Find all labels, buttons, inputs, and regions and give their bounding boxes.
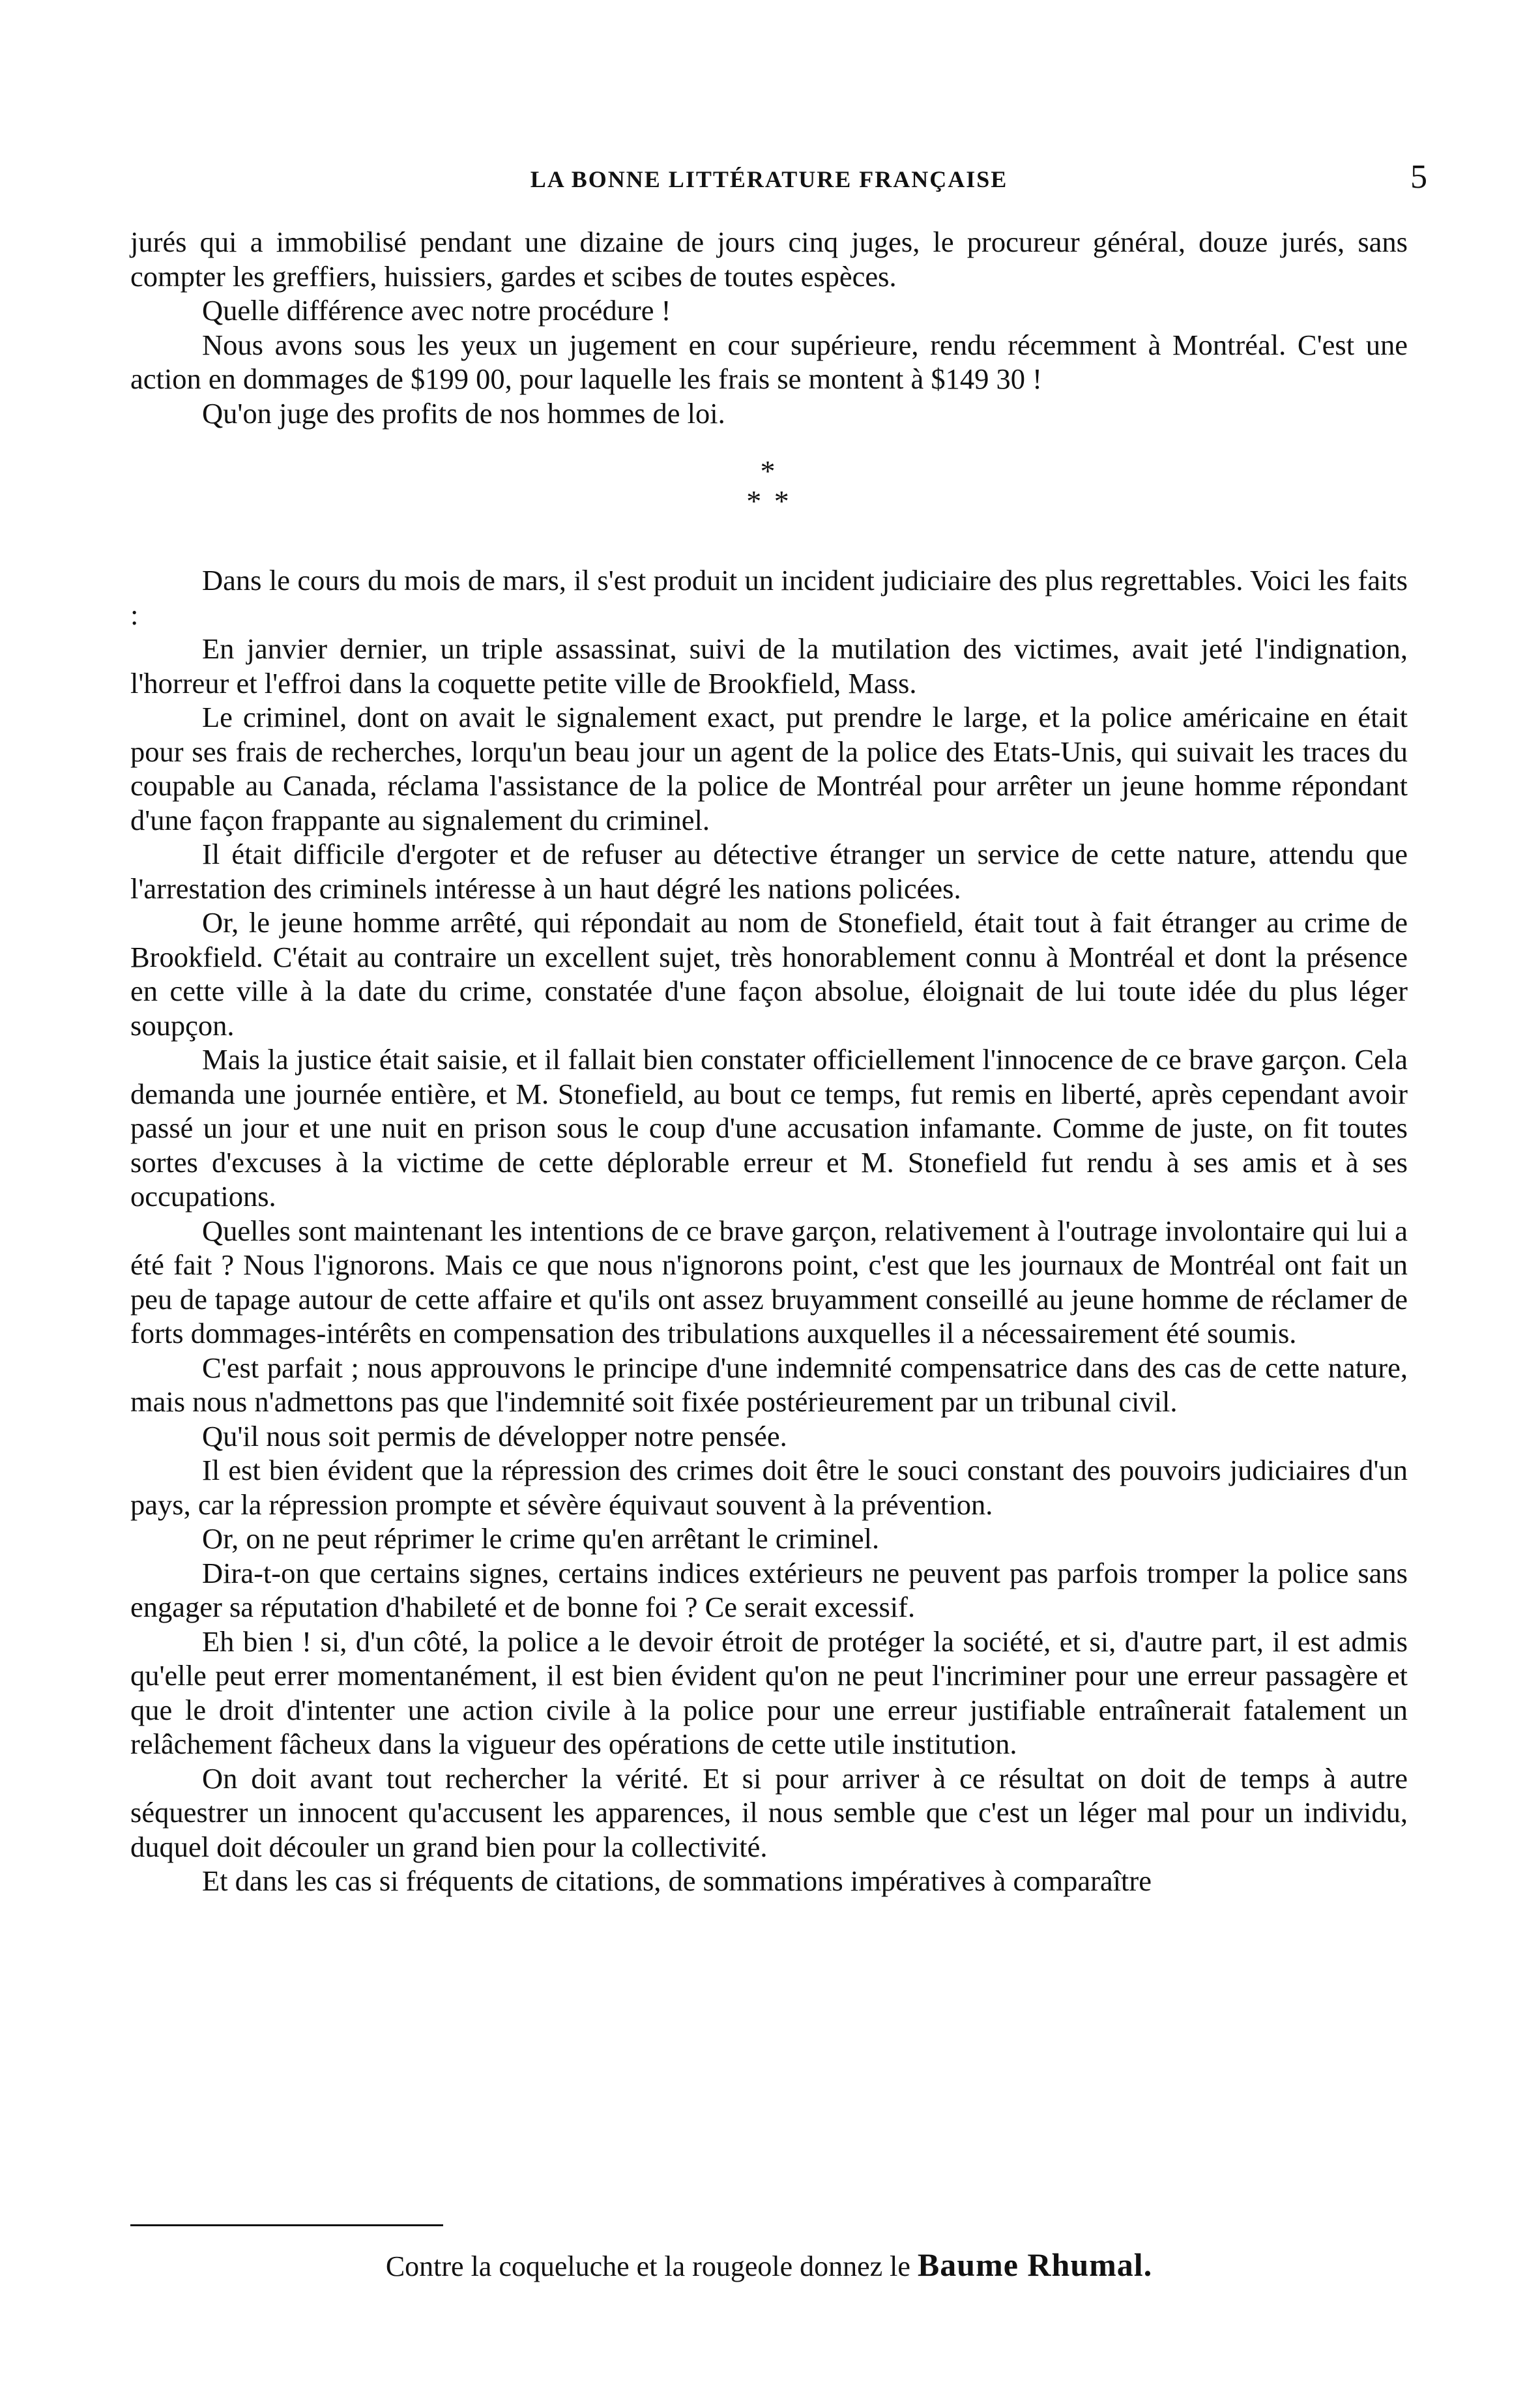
advert-text: Contre la coqueluche et la rougeole donnez le [385, 2250, 910, 2282]
paragraph: Et dans les cas si fréquents de citations, de sommations impératives à comparaître [202, 1864, 1152, 1897]
paragraph: Or, le jeune homme arrêté, qui répondait au nom de Stonefield, était tout à fait étranger au crime de Brookfield. C'était au contraire un excellent sujet, très honorablement connu à Montréal et dont la présence en cette ville à la date du crime, constatée d'une façon absolue, éloignait de lui toute idée du plus léger soupçon. [130, 906, 1408, 1042]
paragraph: En janvier dernier, un triple assassinat, suivi de la mutilation des victimes, avait jeté l'indignation, l'horreur et l'effroi dans la coquette petite ville de Brookfield, Mass. [130, 632, 1408, 699]
body-text [130, 225, 1408, 1898]
page-header [130, 158, 1427, 214]
advert-brand: Baume Rhumal. [917, 2246, 1153, 2283]
paragraph: Quelle différence avec notre procédure ! [202, 294, 671, 327]
paragraph: Dans le cours du mois de mars, il s'est produit un incident judiciaire des plus regrettables. Voici les faits : [130, 564, 1408, 631]
paragraph: Le criminel, dont on avait le signalement exact, put prendre le large, et la police américaine en était pour ses frais de recherches, lorqu'un beau jour un agent de la police des Etats-Unis, qui suivait les traces du coupable au Canada, réclama l'assistance de la police de Montréal pour arrêter un jeune homme répondant d'une façon frappante au signalement du criminel. [130, 701, 1408, 836]
paragraph: Nous avons sous les yeux un jugement en cour supérieure, rendu récemment à Montréal. C'est une action en dommages de $199 00, pour laquelle les frais se montent à $149 30 ! [130, 328, 1408, 395]
paragraph: Dira-t-on que certains signes, certains indices extérieurs ne peuvent pas parfois tromper la police sans engager sa réputation d'habileté et de bonne foi ? Ce serait excessif. [130, 1556, 1408, 1623]
paragraph: Qu'il nous soit permis de développer notre pensée. [202, 1419, 787, 1452]
footnote-rule [130, 2224, 443, 2226]
paragraph: Il est bien évident que la répression des crimes doit être le souci constant des pouvoirs judiciaires d'un pays, car la répression prompte et sévère équivaut souvent à la prévention. [130, 1454, 1408, 1521]
paragraph: Quelles sont maintenant les intentions de ce brave garçon, relativement à l'outrage involontaire qui lui a été fait ? Nous l'ignorons. Mais ce que nous n'ignorons point, c'est que les journaux de Montréal ont fait un peu de tapage autour de cette affaire et qu'ils ont assez bruyamment conseillé au jeune homme de réclamer de forts dommages-intérêts en compensation des tribulations auxquelles il a nécessairement été soumis. [130, 1214, 1408, 1349]
page-number: 5 [1410, 158, 1427, 196]
advertisement-line [130, 2246, 1408, 2284]
paragraph: Eh bien ! si, d'un côté, la police a le devoir étroit de protéger la société, et si, d'autre part, il est admis qu'elle peut errer momentanément, il est bien évident qu'on ne peut l'incriminer pour une erreur passagère et que le droit d'intenter une action civile à la police pour une erreur justifiable entraînerait fatalement un relâchement fâcheux dans la vigueur des opérations de cette utile institution. [130, 1625, 1408, 1760]
asterism-top: * [760, 454, 778, 488]
asterism-bottom: * * [746, 484, 792, 518]
paragraph: Or, on ne peut réprimer le crime qu'en arrêtant le criminel. [202, 1522, 880, 1555]
paragraph: Qu'on juge des profits de nos hommes de loi. [202, 396, 725, 430]
running-title: LA BONNE LITTÉRATURE FRANÇAISE [530, 166, 1008, 192]
paragraph: Il était difficile d'ergoter et de refuser au détective étranger un service de cette nature, attendu que l'arrestation des criminels intéresse à un haut dégré les nations policées. [130, 838, 1408, 905]
paragraph: On doit avant tout rechercher la vérité. Et si pour arriver à ce résultat on doit de temps à autre séquestrer un innocent qu'accusent les apparences, il nous semble que c'est un léger mal pour un individu, duquel doit découler un grand bien pour la collectivité. [130, 1761, 1408, 1863]
asterism-separator [130, 456, 1408, 516]
paragraph: jurés qui a immobilisé pendant une dizaine de jours cinq juges, le procureur général, douze jurés, sans compter les greffiers, huissiers, gardes et scibes de toutes espèces. [130, 226, 1408, 293]
paragraph: C'est parfait ; nous approuvons le principe d'une indemnité compensatrice dans des cas de cette nature, mais nous n'admettons pas que l'indemnité soit fixée postérieurement par un tribunal civil. [130, 1351, 1408, 1418]
paragraph: Mais la justice était saisie, et il fallait bien constater officiellement l'innocence de ce brave garçon. Cela demanda une journée entière, et M. Stonefield, au bout ce temps, fut remis en liberté, après cependant avoir passé un jour et une nuit en prison sous le coup d'une accusation infamante. Comme de juste, on fit toutes sortes d'excuses à la victime de cette déplorable erreur et M. Stonefield fut rendu à ses amis et à ses occupations. [130, 1043, 1408, 1213]
